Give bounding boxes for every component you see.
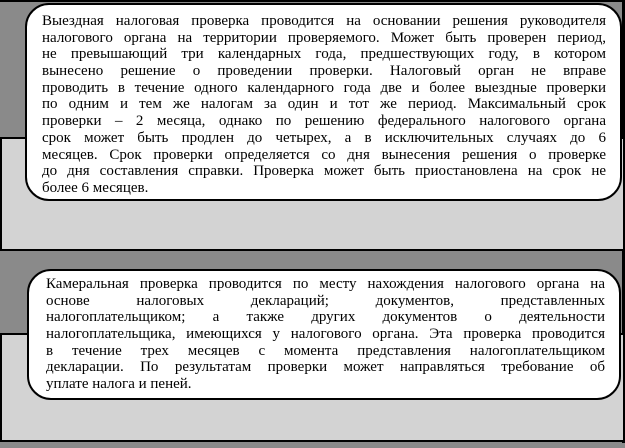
text-line: декларации. По результатам проверки может направляться требование об	[46, 359, 605, 376]
text-line: срок может быть продлен до четырех, а в исключительных случаях до 6	[42, 129, 606, 146]
frame-top-border	[0, 0, 625, 2]
text-line: Выездная налоговая проверка проводится на основании решения руководителя	[42, 13, 606, 29]
text-line: налогоплательщика, имеющихся у налогового органа. Эта проверка проводится	[46, 326, 605, 343]
text-line: по одним и тем же налогам за один и тот же период. Максимальный срок	[42, 96, 606, 113]
text-line: Камеральная проверка проводится по месту нахождения налогового органа на	[46, 276, 605, 292]
text-line: налогоплательщиком; а также других документов о деятельности	[46, 309, 605, 326]
text-line: основе налоговых деклараций; документов, представленных	[46, 292, 605, 309]
text-line: проверки – 2 месяца, однако по решению федерального налогового органа	[42, 113, 606, 130]
callout-desk-audit	[27, 269, 621, 400]
text-line: месяцев. Срок проверки определяется со дня вынесения решения о проверке	[42, 146, 606, 163]
text-line: вынесено решение о проведении проверки. Налоговый орган не вправе	[42, 63, 606, 80]
callout-field-audit	[25, 3, 622, 201]
text-line: уплате налога и пеней.	[46, 376, 192, 393]
text-line: в течение трех месяцев с момента представления налогоплательщиком	[46, 342, 605, 359]
text-line: до дня составления справки. Проверка может быть приостановлена на срок не	[42, 163, 606, 180]
text-line: проводить в течение одного календарного года две и более выездные проверки	[42, 79, 606, 96]
field-audit-text	[42, 13, 606, 197]
text-line: более 6 месяцев.	[42, 179, 149, 196]
text-line: не превышающий три календарных года, предшествующих году, в котором	[42, 46, 606, 63]
desk-audit-text	[46, 276, 605, 393]
text-line: налогового органа на территории проверяемого. Может быть проверен период,	[42, 29, 606, 46]
